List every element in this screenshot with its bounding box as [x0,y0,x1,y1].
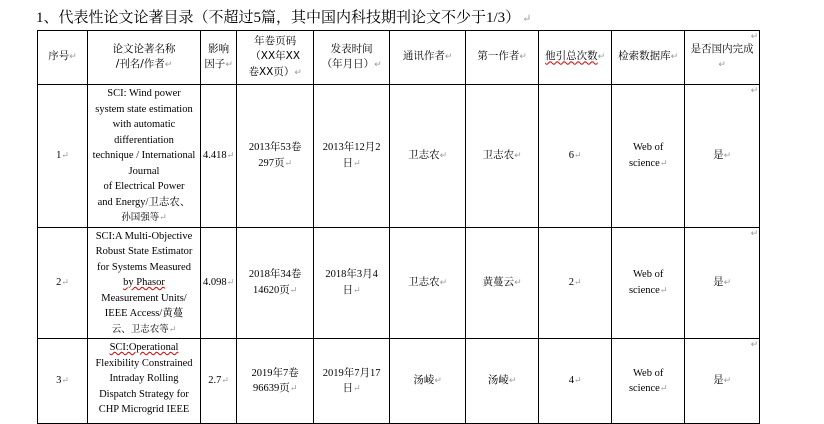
cell-title: SCI:A Multi-Objective Robust State Estimator for Systems Measured by Phasor Measurement Units/ IEEE Access/黄蔓 云、卫志农等↵ [88,227,201,339]
cell-corresponding-author: 卫志农↵ [390,85,466,228]
cell-date: 2013年12月2 日↵ [314,85,390,228]
cell-impact-factor: 2.7↵ [201,339,237,424]
header-corresponding-author: 通讯作者↵ [390,31,466,85]
cell-no: 3↵ [38,339,88,424]
header-title: 论文论著名称 /刊名/作者↵ [88,31,201,85]
cell-citations: 2↵ [539,227,612,339]
cell-no: 2↵ [38,227,88,339]
header-database: 检索数据库↵ [612,31,685,85]
cell-volume: 2018年34卷 14620页↵ [237,227,314,339]
cell-no: 1↵ [38,85,88,228]
cell-first-author: 黄蔓云↵ [466,227,539,339]
table-row [38,339,760,424]
cell-corresponding-author: 卫志农↵ [390,227,466,339]
cell-domestic: 是↵ ↵ [685,339,760,424]
cell-impact-factor: 4.418↵ [201,85,237,228]
table-row [38,85,760,228]
cell-first-author: 卫志农↵ [466,85,539,228]
cell-domestic: 是↵ ↵ [685,85,760,228]
cell-volume: 2019年7卷 96639页↵ [237,339,314,424]
section-heading: 1、代表性论文论著目录（不超过5篇，其中国内科技期刊论文不少于1/3） ↵ [36,10,532,26]
cell-title: SCI:Operational Flexibility Constrained Intraday Rolling Dispatch Strategy for CHP Microgrid IEEE [88,339,201,424]
cell-title: SCI: Wind power system state estimation with automatic differentiation technique / International Journal of Electrical Power and Energy/卫志农、 孙国强等↵ [88,85,201,228]
cell-date: 2018年3月4 日↵ [314,227,390,339]
cell-impact-factor: 4.098↵ [201,227,237,339]
cell-first-author: 汤崚↵ [466,339,539,424]
cell-corresponding-author: 汤崚↵ [390,339,466,424]
paper-list-table [37,30,760,424]
header-no: 序号↵ [38,31,88,85]
cell-citations: 6↵ [539,85,612,228]
cell-database: Web of science↵ [612,339,685,424]
header-date: 发表时间 （年月日）↵ [314,31,390,85]
cell-citations: 4↵ [539,339,612,424]
table-row [38,227,760,339]
header-impact-factor: 影响 因子↵ [201,31,237,85]
header-first-author: 第一作者↵ [466,31,539,85]
cell-date: 2019年7月17 日↵ [314,339,390,424]
header-citations: 他引总次数↵ [539,31,612,85]
header-row [38,31,760,85]
header-domestic: 是否国内完成↵ ↵ [685,31,760,85]
cell-database: Web of science↵ [612,227,685,339]
cell-database: Web of science↵ [612,85,685,228]
cell-volume: 2013年53卷 297页↵ [237,85,314,228]
cell-domestic: 是↵ ↵ [685,227,760,339]
header-volume: 年卷页码 （XX年XX 卷XX页）↵ [237,31,314,85]
